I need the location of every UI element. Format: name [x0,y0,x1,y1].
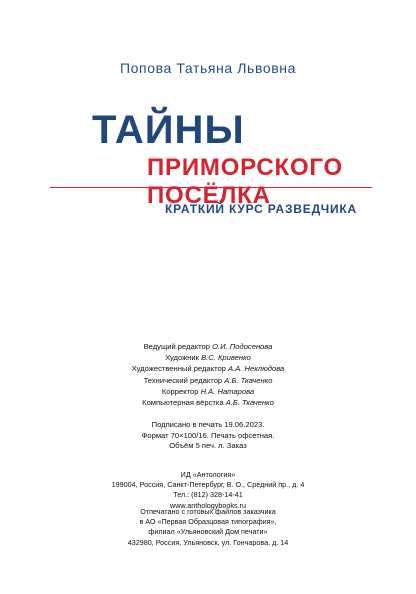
book-subtitle: КРАТКИЙ КУРС РАЗВЕДЧИКА [165,202,358,216]
book-title-line-2: ПРИМОРСКОГО ПОСЁЛКА [147,154,343,209]
printer-line: Отпечатано с готовых файлов заказчика [140,507,276,516]
publisher-line: 199004, Россия, Санкт-Петербург, В. О., Средний пр., д. 4 [111,480,305,490]
printer-block [0,507,416,548]
publisher-block [0,470,416,511]
imprint-line: Объём 5 печ. л. Заказ [169,441,247,451]
credits-block [0,341,416,408]
publisher-line: ИД «Антология» [180,470,236,479]
credit-name: Н.А. Натарова [200,386,255,396]
publisher-line: Тел.: (812) 328-14-41 [173,490,243,500]
credit-line [0,386,416,397]
printer-line: в АО «Первая Образцовая типография», [139,517,277,527]
credit-line [0,363,416,374]
credit-line [0,397,416,408]
imprint-line: Формат 70×100/16. Печать офсетная. [141,430,275,440]
credit-role: Художественный редактор [131,364,226,374]
credit-role: Технический редактор [143,375,223,385]
printer-line: 432980, Россия, Ульяновск, ул. Гончарова, д. 14 [127,537,289,547]
imprint-block [0,420,416,452]
printer-line: филиал «Ульяновский Дом печати» [148,527,268,537]
credit-name: А.Б. Ткаченко [225,398,274,408]
credit-line [0,352,416,363]
credit-role: Корректор [161,386,199,396]
credit-name: А.А. Неклюдова [228,364,285,374]
credit-name: А.Б. Ткаченко [224,375,273,385]
credit-role: Компьютерная вёрстка [142,398,224,408]
credit-role: Ведущий редактор [143,342,210,351]
book-title-line-1: ТАЙНЫ [92,108,245,152]
title-divider [50,187,372,188]
credit-line [0,375,416,386]
author-name: Попова Татьяна Львовна [120,60,296,76]
credit-role: Художник [165,353,199,363]
imprint-line: Подписано в печать 19.06.2023. [151,420,265,429]
credit-name: О.И. Подосенова [212,342,273,351]
credit-line [0,341,416,352]
publisher-line: www.anthologybooks.ru [170,500,246,510]
credit-name: В.С. Кривенко [201,353,251,363]
